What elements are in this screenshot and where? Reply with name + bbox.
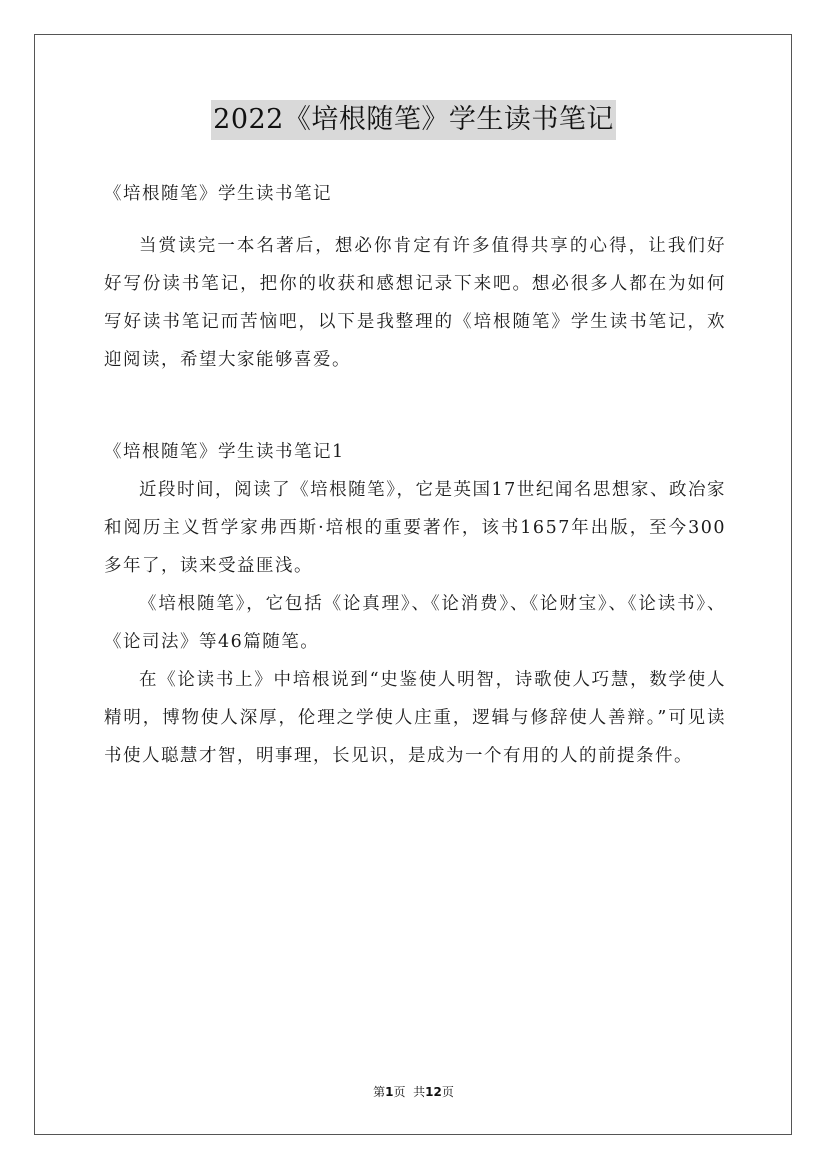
paragraph-1: 近段时间，阅读了《培根随笔》，它是英国17世纪闻名思想家、政冶家和阅历主义哲学家弗西斯·培根的重要著作，该书1657年出版，至今300多年了，读来受益匪浅。 [104, 480, 726, 576]
paragraph-intro: 当赏读完一本名著后，想必你肯定有许多值得共享的心得，让我们好好写份读书笔记，把你的收获和感想记录下来吧。想必很多人都在为如何写好读书笔记而苦恼吧，以下是我整理的《培根随笔》学生读书笔记，欢迎阅读，希望大家能够喜爱。 [104, 236, 726, 370]
total-prefix: 共 [413, 1085, 426, 1099]
page-footer [0, 1083, 827, 1100]
document-title: 2022《培根随笔》学生读书笔记 [211, 100, 616, 140]
paragraph-2: 《培根随笔》，它包括《论真理》、《论消费》、《论财宝》、《论读书》、《论司法》等46篇随笔。 [104, 594, 726, 652]
document-body [104, 175, 726, 775]
page-number: 1 [385, 1085, 394, 1099]
page-suffix: 页 [393, 1085, 406, 1099]
subheading-intro: 《培根随笔》学生读书笔记 [104, 184, 332, 204]
subheading-note-1: 《培根随笔》学生读书笔记1 [104, 442, 345, 462]
page-prefix: 第 [373, 1085, 386, 1099]
total-suffix: 页 [441, 1085, 454, 1099]
total-pages: 12 [425, 1085, 442, 1099]
paragraph-3: 在《论读书上》中培根说到“史鉴使人明智，诗歌使人巧慧，数学使人精明，博物使人深厚，伦理之学使人庄重，逻辑与修辞使人善辩。”可见读书使人聪慧才智，明事理，长见识，是成为一个有用的人的前提条件。 [104, 670, 726, 766]
section-gap [104, 379, 726, 433]
title-container [0, 100, 827, 140]
